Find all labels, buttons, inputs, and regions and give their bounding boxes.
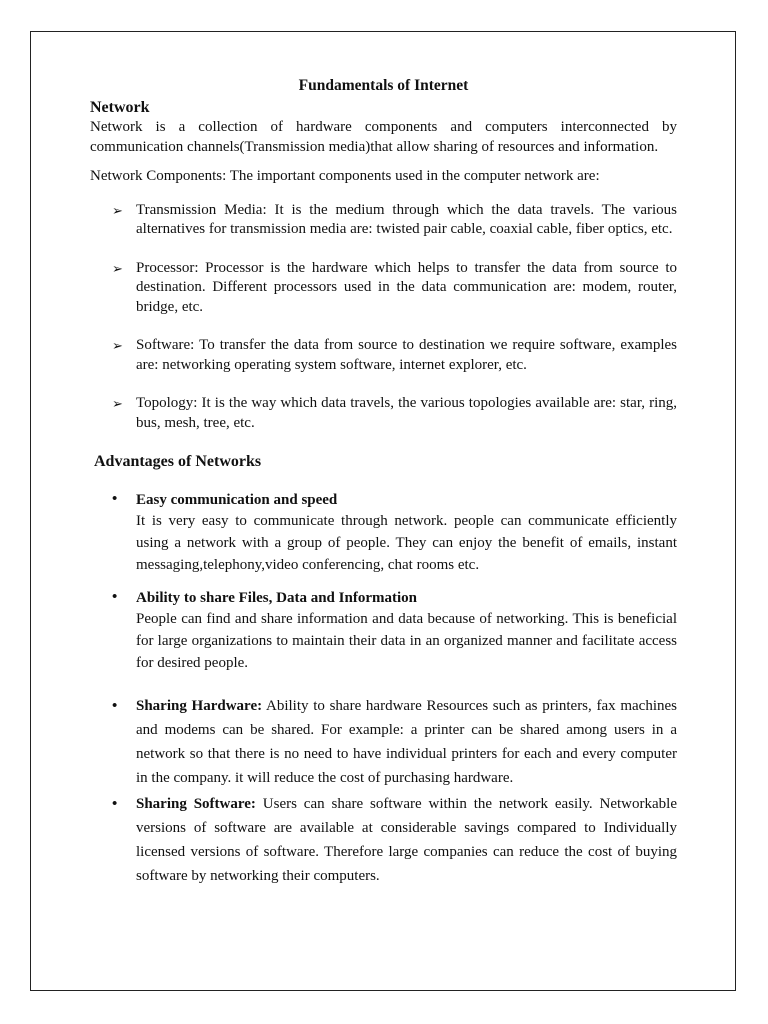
list-item-transmission-media xyxy=(90,201,677,240)
advantage-title: Sharing Software: xyxy=(136,796,256,812)
advantage-title: Sharing Hardware: xyxy=(136,698,263,714)
network-heading: Network xyxy=(90,99,150,116)
component-text: Transmission Media: It is the medium through which the data travels. The various alternatives for transmission media are: twisted pair cable, coaxial cable, fiber optics, etc. xyxy=(136,201,677,237)
arrow-bullet-icon: ➢ xyxy=(112,202,123,218)
components-intro-paragraph: Network Components: The important components used in the computer network are: xyxy=(90,168,600,184)
component-text: Software: To transfer the data from source to destination we require software, examples are: networking operating system software, internet explorer, etc. xyxy=(136,337,677,373)
advantage-text: Users can share software within the network easily. Networkable versions of software are available at considerable savings compared to Individually licensed versions of software. Therefore large companies can reduce the cost of buying software by networking their computers. xyxy=(136,796,677,884)
dot-bullet-icon: • xyxy=(112,491,118,507)
network-intro-paragraph: Network is a collection of hardware components and computers interconnected by communication channels(Transmission media)that allow sharing of resources and information. xyxy=(90,119,677,155)
component-text: Processor: Processor is the hardware which helps to transfer the data from source to destination. Different processors used in the data communication are: modem, router, bridge, etc. xyxy=(136,259,677,315)
advantages-list xyxy=(90,491,677,888)
arrow-bullet-icon: ➢ xyxy=(112,396,123,411)
advantage-item-sharing-software xyxy=(90,792,677,888)
advantage-item-communication xyxy=(90,491,677,576)
list-item-processor xyxy=(90,259,677,318)
list-item-software xyxy=(90,336,677,375)
advantage-item-share-files xyxy=(90,589,677,674)
list-item-topology xyxy=(90,394,677,433)
dot-bullet-icon: • xyxy=(112,796,118,812)
advantages-heading: Advantages of Networks xyxy=(94,453,262,470)
components-list xyxy=(90,201,677,434)
advantage-text: It is very easy to communicate through network. people can communicate efficiently using a network with a group of people. They can enjoy the benefit of emails, instant messaging,telephony,video conferencing, chat rooms etc. xyxy=(136,513,677,573)
dot-bullet-icon: • xyxy=(112,589,118,605)
arrow-bullet-icon: ➢ xyxy=(112,338,123,353)
component-text: Topology: It is the way which data travels, the various topologies available are: star, ring, bus, mesh, tree, etc. xyxy=(136,395,677,431)
advantage-text: Ability to share hardware Resources such as printers, fax machines and modems can be shared. For example: a printer can be shared among users in a network so that there is no need to have individual printers for each and every computer in the company. it will reduce the cost of purchasing hardware. xyxy=(136,698,677,786)
advantage-text: People can find and share information and data because of networking. This is beneficial for large organizations to maintain their data in an organized manner and facilitate access for desired people. xyxy=(136,611,677,671)
advantage-title: Ability to share Files, Data and Information xyxy=(136,590,417,606)
dot-bullet-icon: • xyxy=(112,698,118,714)
arrow-bullet-icon: ➢ xyxy=(112,260,123,276)
advantage-item-sharing-hardware xyxy=(90,694,677,790)
document-body xyxy=(90,76,677,901)
document-title: Fundamentals of Internet xyxy=(298,77,469,94)
advantage-title: Easy communication and speed xyxy=(136,492,338,508)
